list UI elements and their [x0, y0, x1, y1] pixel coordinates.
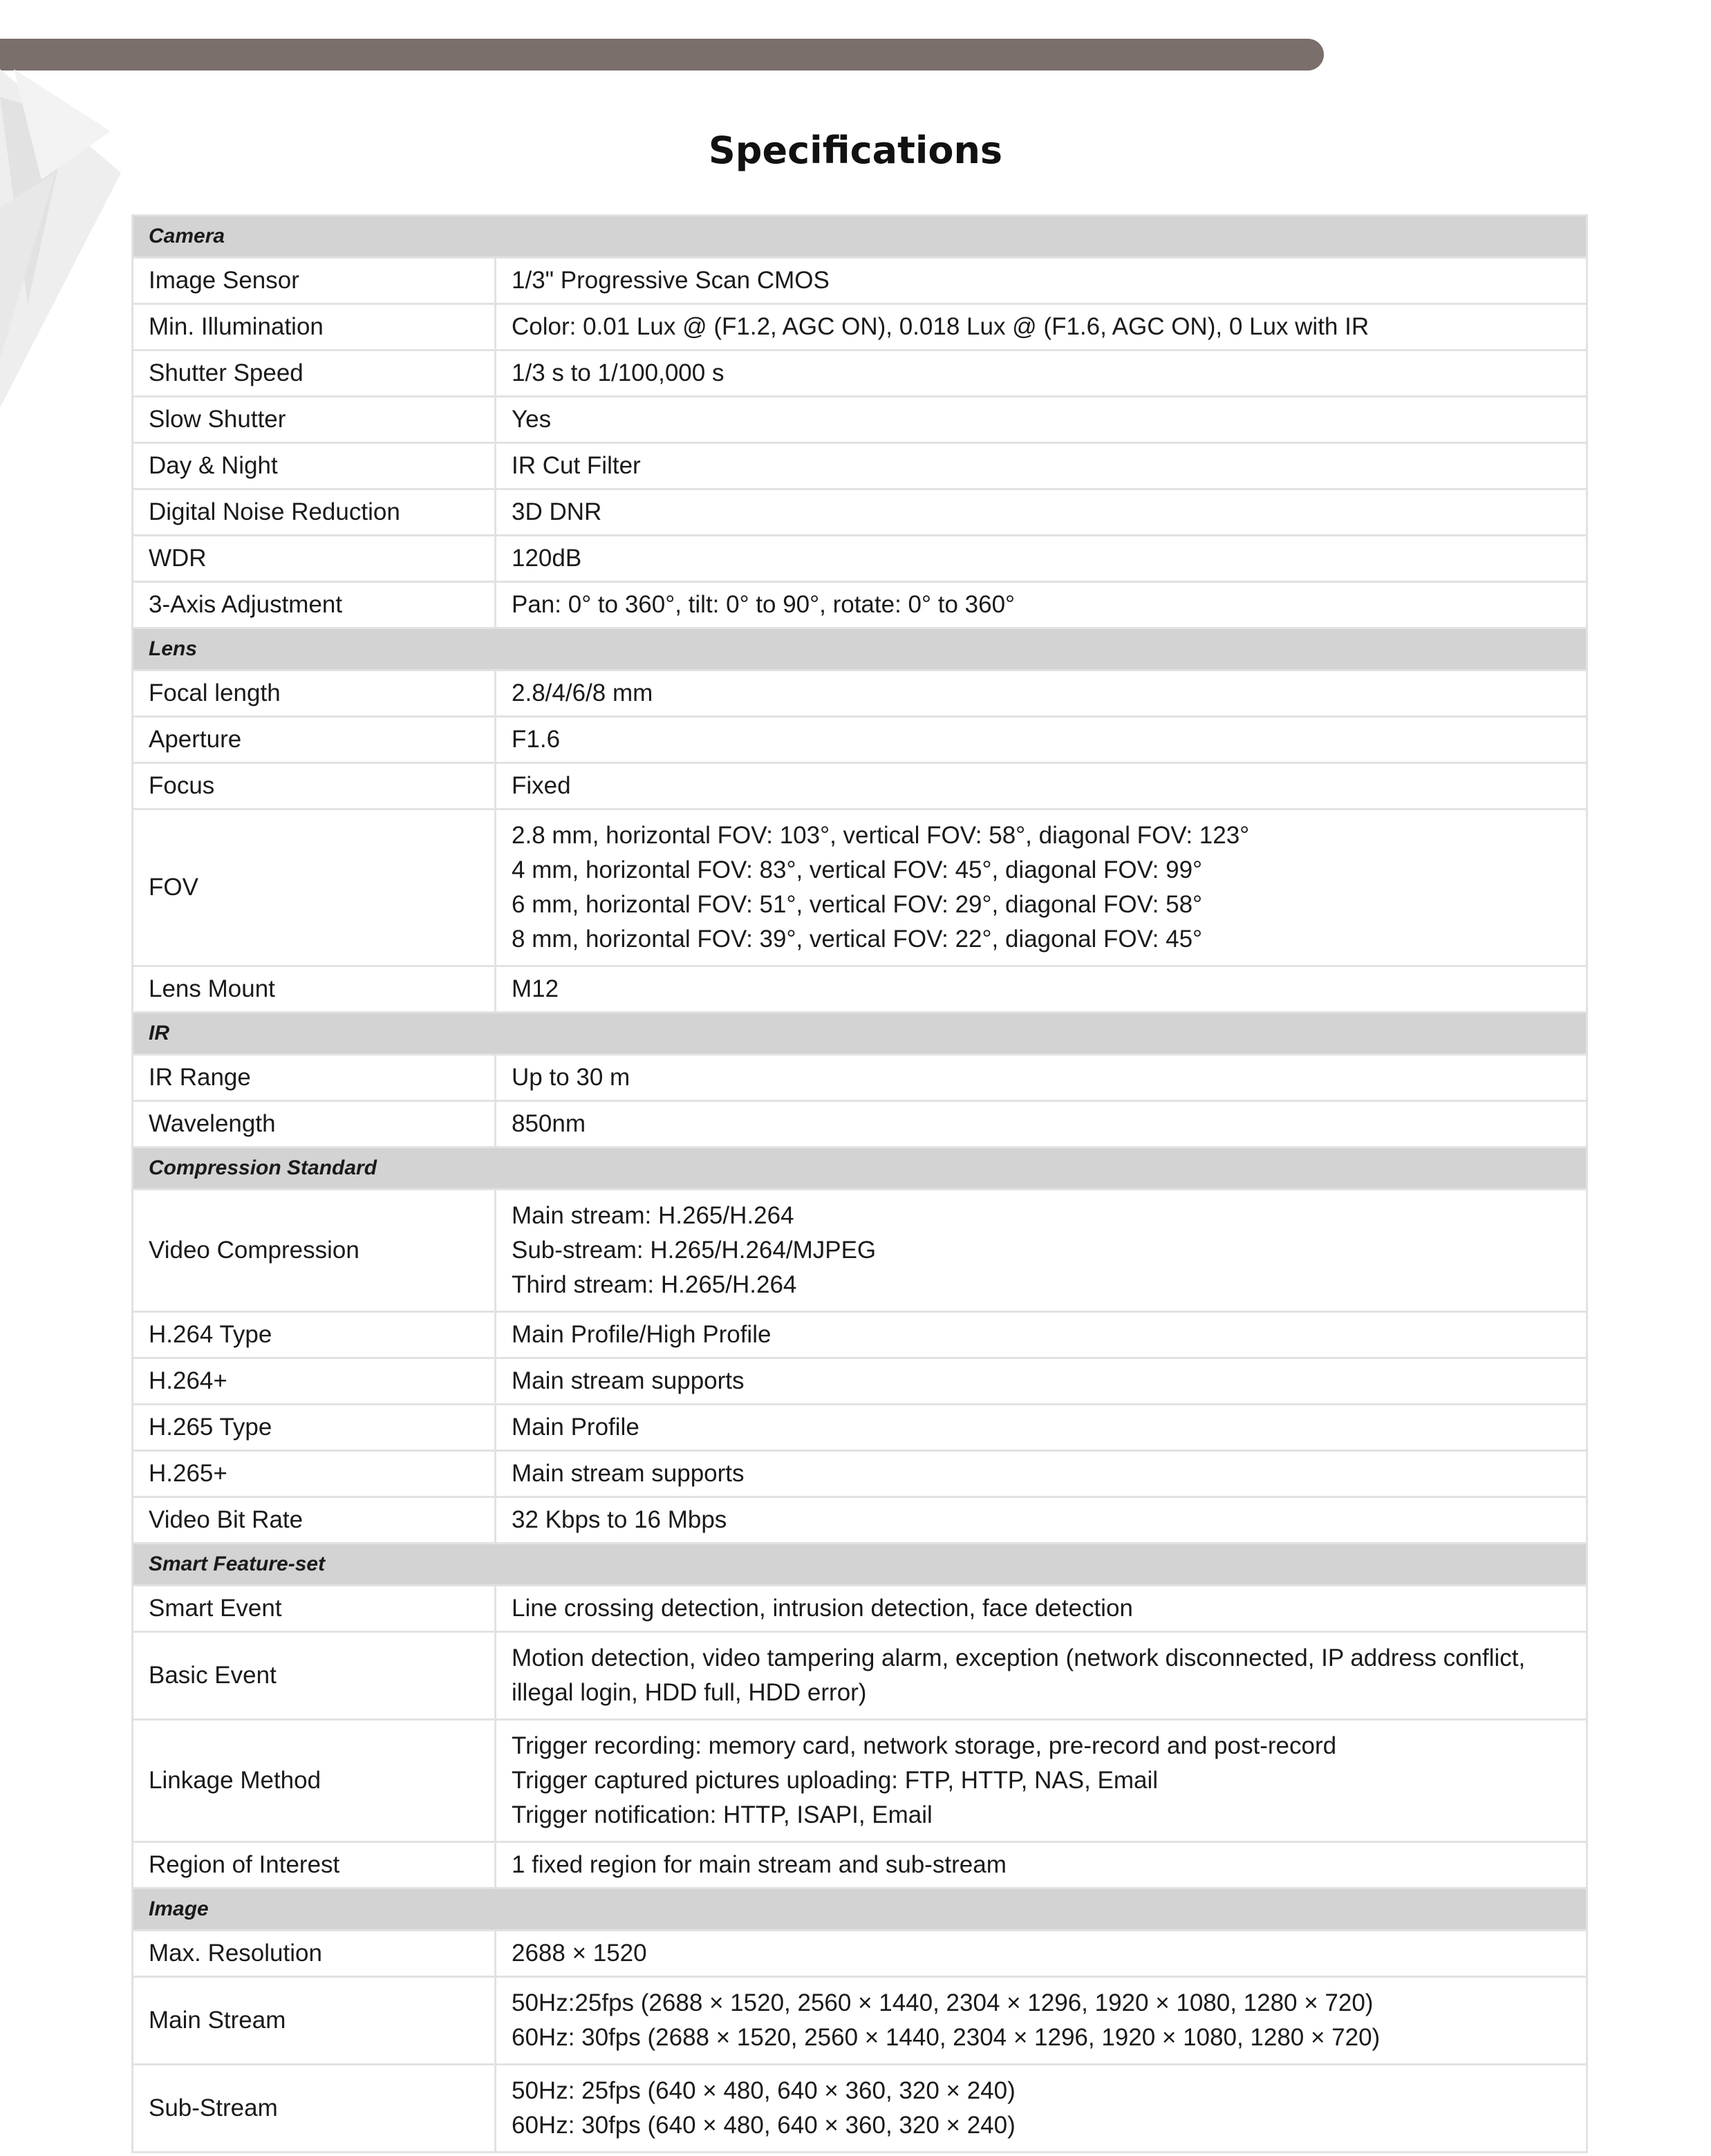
table-row [133, 536, 1587, 582]
table-row [133, 1405, 1587, 1451]
table-row [133, 1931, 1587, 1977]
table-row [133, 443, 1587, 489]
spec-value-line: Trigger notification: HTTP, ISAPI, Email [512, 1801, 933, 1828]
spec-label: Max. Resolution [133, 1931, 496, 1977]
spec-value-line: Line crossing detection, intrusion detection, face detection [512, 1595, 1133, 1622]
table-row [133, 304, 1587, 350]
section-title: Image [133, 1888, 1587, 1931]
table-row [133, 1451, 1587, 1497]
spec-value [496, 1101, 1587, 1147]
section-title: Smart Feature-set [133, 1544, 1587, 1586]
spec-value-line: Fixed [512, 772, 571, 799]
section-title: Compression Standard [133, 1147, 1587, 1190]
spec-value-line: IR Cut Filter [512, 452, 641, 479]
spec-value-line: 850nm [512, 1110, 586, 1137]
spec-label: Lens Mount [133, 966, 496, 1013]
table-row [133, 1190, 1587, 1312]
table-row [133, 258, 1587, 304]
spec-value [496, 1497, 1587, 1544]
table-row [133, 717, 1587, 763]
spec-value-line: 50Hz:25fps (2688 × 1520, 2560 × 1440, 2304 × 1296, 1920 × 1080, 1280 × 720) [512, 1989, 1374, 2016]
spec-value-line: 4 mm, horizontal FOV: 83°, vertical FOV: 45°, diagonal FOV: 99° [512, 856, 1203, 883]
table-row [133, 966, 1587, 1013]
spec-value-line: 60Hz: 30fps (2688 × 1520, 2560 × 1440, 2304 × 1296, 1920 × 1080, 1280 × 720) [512, 2024, 1381, 2051]
spec-value [496, 489, 1587, 536]
spec-label: Focus [133, 763, 496, 809]
spec-value-line: 6 mm, horizontal FOV: 51°, vertical FOV: 29°, diagonal FOV: 58° [512, 891, 1203, 918]
spec-label: Region of Interest [133, 1842, 496, 1888]
spec-value-line: Trigger recording: memory card, network storage, pre-record and post-record [512, 1732, 1337, 1759]
section-header [133, 1013, 1587, 1055]
spec-label: Video Compression [133, 1190, 496, 1312]
table-row [133, 671, 1587, 717]
spec-value-line: 2.8/4/6/8 mm [512, 679, 653, 706]
spec-table [131, 214, 1588, 2153]
spec-value [496, 1720, 1587, 1842]
spec-value [496, 1451, 1587, 1497]
spec-value [496, 966, 1587, 1013]
spec-label: Day & Night [133, 443, 496, 489]
section-header [133, 1147, 1587, 1190]
spec-value-line: Main Profile/High Profile [512, 1321, 772, 1348]
spec-value-line: 1/3 s to 1/100,000 s [512, 359, 724, 386]
spec-value-line: 60Hz: 30fps (640 × 480, 640 × 360, 320 × 240) [512, 2112, 1016, 2139]
spec-label: Wavelength [133, 1101, 496, 1147]
spec-value-line: 120dB [512, 545, 582, 572]
spec-label: H.264 Type [133, 1312, 496, 1358]
spec-label: Main Stream [133, 1977, 496, 2065]
spec-label: Shutter Speed [133, 350, 496, 397]
spec-label: IR Range [133, 1055, 496, 1101]
spec-value [496, 1405, 1587, 1451]
spec-label: H.264+ [133, 1358, 496, 1405]
table-row [133, 1497, 1587, 1544]
spec-value-line: M12 [512, 975, 559, 1002]
spec-label: Basic Event [133, 1632, 496, 1720]
spec-value [496, 1931, 1587, 1977]
spec-label: Video Bit Rate [133, 1497, 496, 1544]
spec-value [496, 397, 1587, 443]
spec-value-line: Pan: 0° to 360°, tilt: 0° to 90°, rotate: 0° to 360° [512, 591, 1016, 618]
spec-value [496, 671, 1587, 717]
corner-decoration [0, 69, 131, 415]
spec-value [496, 536, 1587, 582]
table-row [133, 1720, 1587, 1842]
spec-value-line: Yes [512, 406, 552, 433]
table-row [133, 2065, 1587, 2153]
spec-value [496, 1586, 1587, 1632]
spec-value [496, 1312, 1587, 1358]
spec-value-line: Main stream supports [512, 1460, 745, 1487]
section-header [133, 1544, 1587, 1586]
spec-value-line: 50Hz: 25fps (640 × 480, 640 × 360, 320 × 240) [512, 2077, 1016, 2104]
spec-value-line: Up to 30 m [512, 1064, 630, 1091]
spec-value-line: Motion detection, video tampering alarm, exception (network disconnected, IP address conflict, [512, 1644, 1526, 1671]
table-row [133, 1977, 1587, 2065]
spec-value-line: 2.8 mm, horizontal FOV: 103°, vertical FOV: 58°, diagonal FOV: 123° [512, 822, 1250, 849]
spec-label: WDR [133, 536, 496, 582]
spec-value-line: 2688 × 1520 [512, 1940, 647, 1967]
spec-value [496, 1632, 1587, 1720]
spec-label: Digital Noise Reduction [133, 489, 496, 536]
spec-value-line: 32 Kbps to 16 Mbps [512, 1506, 727, 1533]
spec-label: H.265 Type [133, 1405, 496, 1451]
spec-value-line: 1 fixed region for main stream and sub-stream [512, 1851, 1007, 1878]
spec-value [496, 582, 1587, 628]
table-row [133, 350, 1587, 397]
page-title: Specifications [708, 129, 1003, 172]
spec-label: Aperture [133, 717, 496, 763]
spec-label: Image Sensor [133, 258, 496, 304]
table-row [133, 1586, 1587, 1632]
table-row [133, 397, 1587, 443]
section-header [133, 1888, 1587, 1931]
spec-value-line: Main stream supports [512, 1367, 745, 1394]
table-row [133, 809, 1587, 966]
spec-table-body [133, 216, 1587, 2153]
table-row [133, 1358, 1587, 1405]
spec-label: Sub-Stream [133, 2065, 496, 2153]
spec-value [496, 2065, 1587, 2153]
table-row [133, 1312, 1587, 1358]
spec-value [496, 304, 1587, 350]
spec-value-line: 3D DNR [512, 498, 602, 525]
spec-value-line: 8 mm, horizontal FOV: 39°, vertical FOV: 22°, diagonal FOV: 45° [512, 926, 1203, 953]
table-row [133, 582, 1587, 628]
spec-value-line: Third stream: H.265/H.264 [512, 1271, 797, 1298]
spec-label: Min. Illumination [133, 304, 496, 350]
spec-value [496, 258, 1587, 304]
section-title: Camera [133, 216, 1587, 258]
spec-label: Linkage Method [133, 1720, 496, 1842]
section-title: Lens [133, 628, 1587, 671]
spec-value [496, 1842, 1587, 1888]
spec-label: Focal length [133, 671, 496, 717]
spec-value-line: Main Profile [512, 1414, 639, 1441]
spec-value [496, 350, 1587, 397]
table-row [133, 1842, 1587, 1888]
spec-label: H.265+ [133, 1451, 496, 1497]
spec-label: FOV [133, 809, 496, 966]
spec-label: Smart Event [133, 1586, 496, 1632]
spec-value [496, 1977, 1587, 2065]
section-title: IR [133, 1013, 1587, 1055]
section-header [133, 628, 1587, 671]
spec-value-line: Sub-stream: H.265/H.264/MJPEG [512, 1237, 877, 1264]
spec-value-line: F1.6 [512, 726, 561, 753]
table-row [133, 1055, 1587, 1101]
section-header [133, 216, 1587, 258]
spec-value [496, 1358, 1587, 1405]
header-bar [0, 39, 1324, 71]
spec-value [496, 763, 1587, 809]
spec-value-line: Trigger captured pictures uploading: FTP, HTTP, NAS, Email [512, 1767, 1159, 1794]
spec-value [496, 717, 1587, 763]
table-row [133, 1101, 1587, 1147]
table-row [133, 489, 1587, 536]
spec-value [496, 809, 1587, 966]
spec-label: Slow Shutter [133, 397, 496, 443]
spec-value [496, 1055, 1587, 1101]
spec-value-line: 1/3" Progressive Scan CMOS [512, 267, 830, 294]
spec-value-line: Color: 0.01 Lux @ (F1.2, AGC ON), 0.018 Lux @ (F1.6, AGC ON), 0 Lux with IR [512, 313, 1369, 340]
spec-value-line: illegal login, HDD full, HDD error) [512, 1679, 867, 1706]
table-row [133, 1632, 1587, 1720]
spec-label: 3-Axis Adjustment [133, 582, 496, 628]
spec-value [496, 443, 1587, 489]
table-row [133, 763, 1587, 809]
spec-value-line: Main stream: H.265/H.264 [512, 1202, 794, 1229]
spec-value [496, 1190, 1587, 1312]
